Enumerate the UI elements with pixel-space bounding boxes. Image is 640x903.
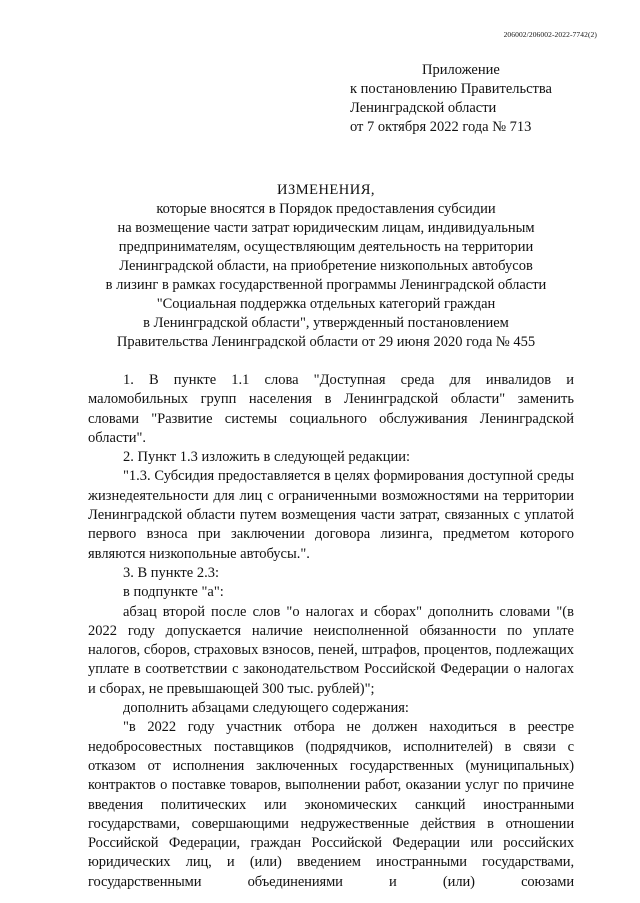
paragraph: "в 2022 году участник отбора не должен находиться в реестре недобросовестных поставщиков (подрядчиков, исполнителей) в связи с отказом от исполнения заключенных государственных (муниципальных) контрактов о поставке товаров, выполнении работ, оказании услуг по причине введения политических или экономических санкций иностранными государствами, совершающими недружественные действия в отношении Российской Федерации, граждан Российской Федерации или российских юридических лиц, и (или) введением иностранными государствами, государственными объединениями и (или) союзами — [88, 719, 574, 890]
paragraph: дополнить абзацами следующего содержания: — [123, 700, 409, 717]
appendix-line: к постановлению Правительства — [350, 81, 552, 97]
title-block — [48, 181, 604, 352]
document-body — [88, 371, 574, 892]
document-id: 206002/206002-2022-7742(2) — [503, 30, 597, 39]
subtitle-line: Правительства Ленинградской области от 29 июня 2020 года № 455 — [116, 334, 536, 350]
document-title: ИЗМЕНЕНИЯ, — [276, 182, 376, 198]
paragraph: 2. Пункт 1.3 изложить в следующей редакции: — [123, 449, 411, 466]
subtitle-line: предпринимателям, осуществляющим деятельность на территории — [118, 239, 534, 255]
subtitle-line: в Ленинградской области", утвержденный постановлением — [143, 315, 509, 331]
subtitle-line: в лизинг в рамках государственной программы Ленинградской области — [105, 277, 547, 293]
appendix-block — [350, 61, 552, 137]
paragraph: в подпункте "а": — [123, 584, 224, 601]
appendix-line: Приложение — [422, 62, 500, 78]
paragraph: 3. В пункте 2.3: — [123, 564, 219, 581]
paragraph: "1.3. Субсидия предоставляется в целях формирования доступной среды жизнедеятельности для лиц с ограниченными возможностями на территории Ленинградской области путем возмещения части затрат, связанных с уплатой первого взноса при заключении договора лизинга, предметом которого являются низкопольные автобусы.". — [88, 468, 574, 562]
appendix-line: Ленинградской области — [350, 100, 497, 116]
subtitle-line: которые вносятся в Порядок предоставления субсидии — [156, 201, 496, 217]
paragraph: 1. В пункте 1.1 слова "Доступная среда для инвалидов и маломобильных групп населения в Ленинградской области" заменить словами "Развитие системы социального обслуживания Ленинградской области". — [88, 372, 574, 446]
subtitle-line: "Социальная поддержка отдельных категорий граждан — [156, 296, 496, 312]
paragraph: абзац второй после слов "о налогах и сборах" дополнить словами "(в 2022 году допускается наличие неисполненной обязанности по уплате налогов, сборов, страховых взносов, пеней, штрафов, процентов, подлежащих уплате в соответствии с законодательством Российской Федерации о налогах и сборах, не превышающей 300 тыс. рублей)"; — [88, 603, 574, 697]
subtitle-line: на возмещение части затрат юридическим лицам, индивидуальным — [117, 220, 535, 236]
subtitle-line: Ленинградской области, на приобретение низкопольных автобусов — [119, 258, 533, 274]
appendix-line: от 7 октября 2022 года № 713 — [350, 119, 532, 135]
